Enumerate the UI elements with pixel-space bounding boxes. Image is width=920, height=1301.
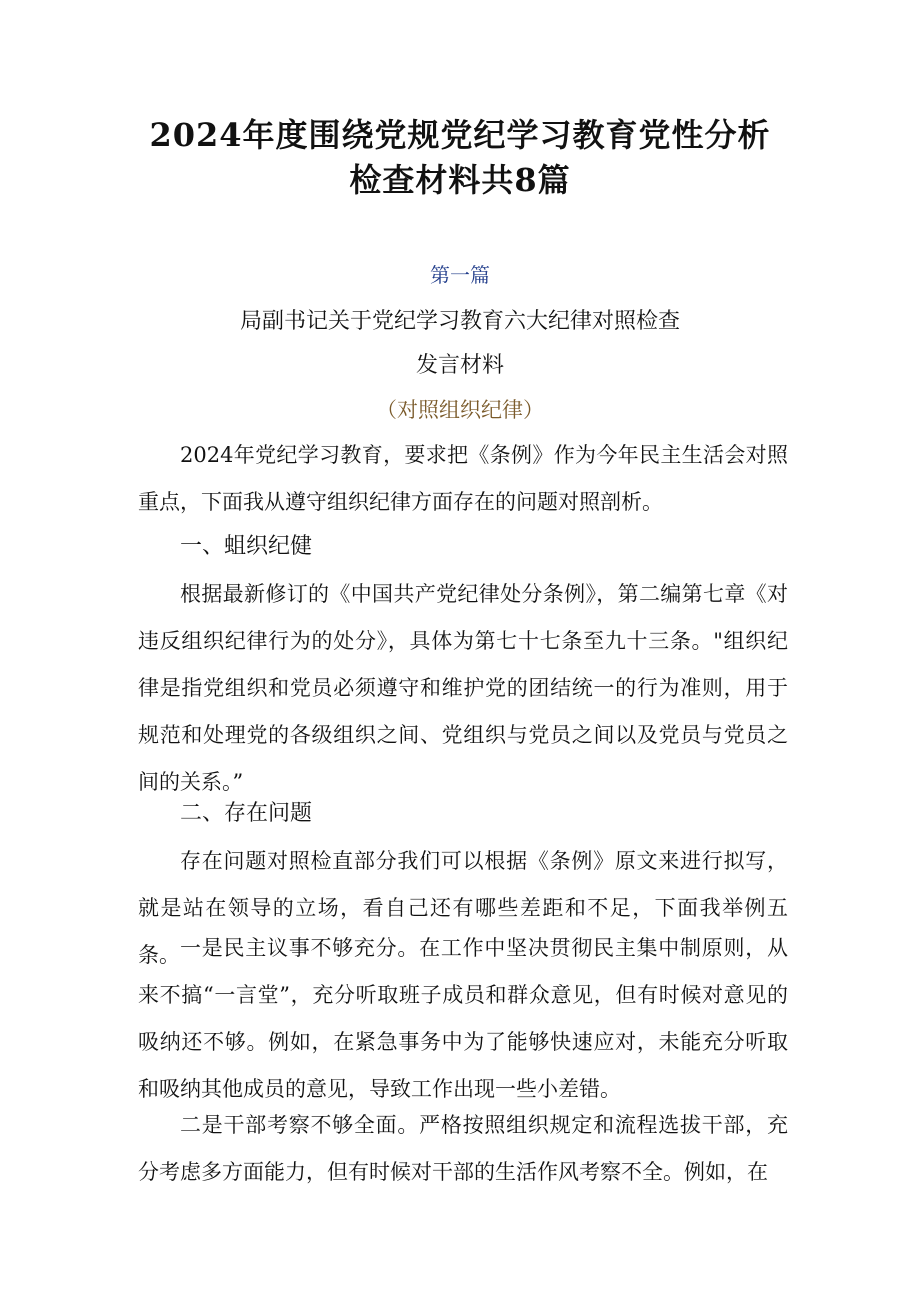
document-title-line-1: 2024年度围绕党规党纪学习教育党性分析 [149, 116, 771, 154]
subtitle-line-3: （对照组织纪律） [376, 398, 544, 422]
heading-organization-discipline: 一、蛆织纪健 [180, 534, 313, 559]
heading-existing-problems: 二、存在问题 [180, 801, 313, 826]
document-title-line-2: 检查材料共8篇 [349, 161, 571, 199]
paragraph-organization-discipline: 根据最新修订的《中国共产党纪律处分条例》，第二编第七章《对违反组织纪律行为的处分》，具体为第七十七条至九十三条。"组织纪律是指党组织和党员必须遵守和维护党的团结统一的行为准则，用于规范和处理党的各级组织之间、党组织与党员之间以及党员与党员之间的关系。” [138, 582, 788, 794]
subtitle-line-2: 发言材料 [415, 353, 504, 378]
subtitle-line-1: 局副书记关于党纪学习教育六大纪律对照检查 [239, 309, 680, 334]
paragraph-intro: 2024年党纪学习教育，要求把《条例》作为今年民主生活会对照重点，下面我从遵守组织纪律方面存在的问题对照剖析。 [138, 443, 788, 514]
section-label: 第一篇 [430, 263, 490, 287]
paragraph-problem-2: 二是干部考察不够全面。严格按照组织规定和流程选拔干部，充分考虑多方面能力，但有时候对干部的生活作风考察不全。例如，在 [138, 1113, 788, 1184]
paragraph-problem-1: 一是民主议事不够充分。在工作中坚决贯彻民主集中制原则，从来不搞“一言堂”，充分听取班子成员和群众意见，但有时候对意见的吸纳还不够。例如，在紧急事务中为了能够快速应对，未能充分听取和吸纳其他成员的意见，导致工作出现一些小差错。 [138, 936, 788, 1101]
paragraph-problems-intro: 存在问题对照检直部分我们可以根据《条例》原文来进行拟写，就是站在领导的立场，看自己还有哪些差距和不足，下面我举例五条。 [138, 849, 788, 967]
